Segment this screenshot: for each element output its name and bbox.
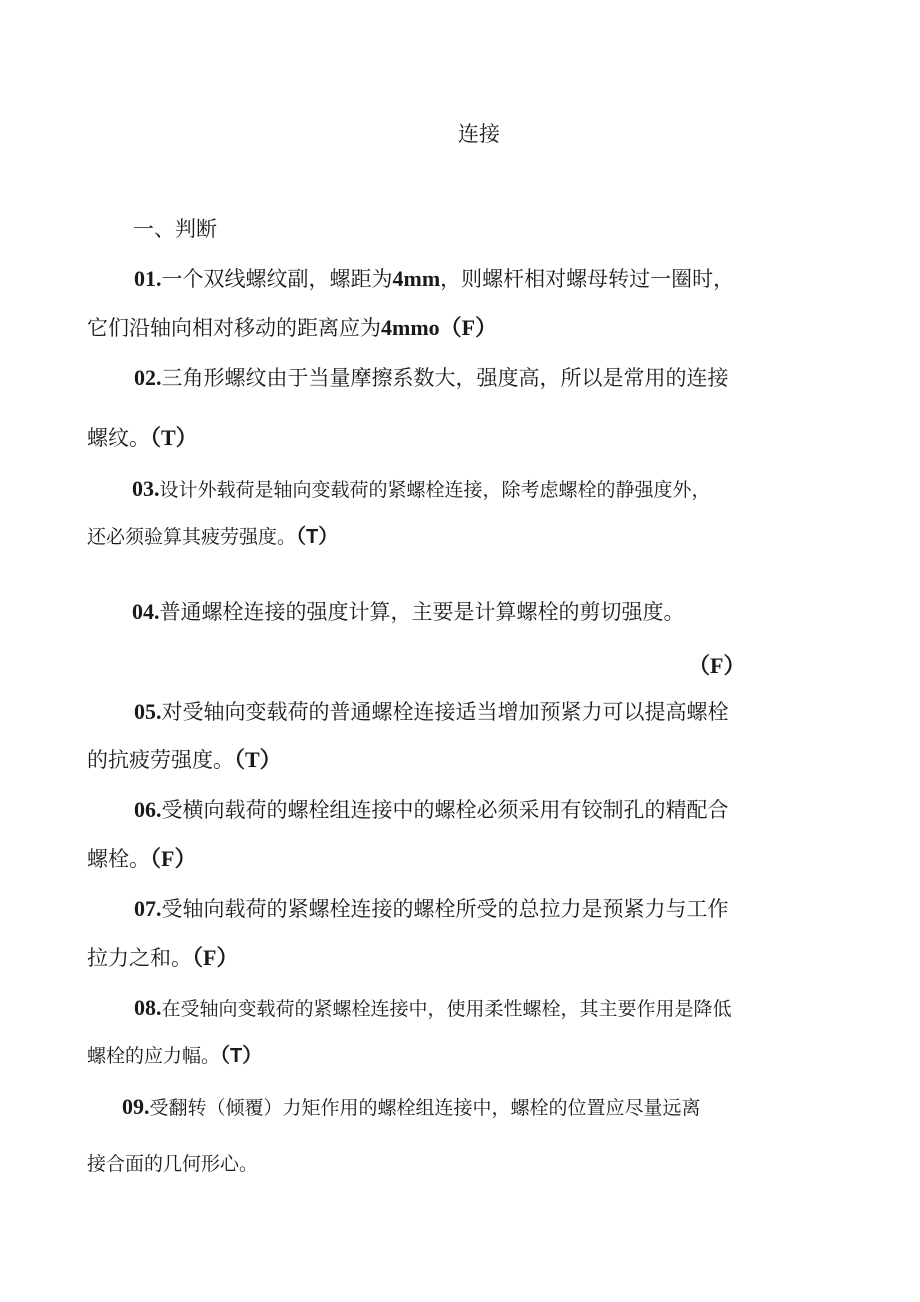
question-04-line-1: 04.普通螺栓连接的强度计算，主要是计算螺栓的剪切强度。 [132,599,685,624]
answer-label: （T） [296,526,339,548]
section-heading: 一、判断 [133,217,217,241]
answer-label: （F） [192,945,239,970]
question-number: 01. [134,266,162,291]
question-number: 08. [134,995,162,1020]
question-06-line-2: 螺栓。（F） [87,846,197,871]
question-09-line-1: 09.受翻转（倾覆）力矩作用的螺栓组连接中，螺栓的位置应尽量远离 [122,1094,701,1119]
question-08-line-1: 08.在受轴向变载荷的紧螺栓连接中，使用柔性螺栓，其主要作用是降低 [134,995,732,1020]
question-number: 05. [134,699,162,724]
answer-label: （F） [439,315,498,340]
question-06-line-1: 06.受横向载荷的螺栓组连接中的螺栓必须采用有铰制孔的精配合 [134,797,729,822]
question-02-line-1: 02.三角形螺纹由于当量摩擦系数大，强度高，所以是常用的连接 [134,365,729,390]
question-number: 07. [134,896,162,921]
answer-label: （T） [150,425,198,450]
answer-label: （F） [150,846,197,871]
question-03-line-1: 03.设计外载荷是轴向变载荷的紧螺栓连接，除考虑螺栓的静强度外， [132,476,711,501]
answer-label: （T） [234,747,282,772]
question-05-line-2: 的抗疲劳强度。（T） [87,747,282,772]
question-01-line-1: 01.一个双线螺纹副，螺距为4mm，则螺杆相对螺母转过一圈时， [134,266,735,291]
question-08-line-2: 螺栓的应力幅。（T） [87,1045,263,1067]
question-04-answer [688,655,745,677]
question-number: 02. [134,365,162,390]
question-number: 06. [134,797,162,822]
page-title: 连接 [458,122,500,146]
question-07-line-1: 07.受轴向载荷的紧螺栓连接的螺栓所受的总拉力是预紧力与工作 [134,896,729,921]
question-01-line-2: 它们沿轴向相对移动的距离应为4mmo（F） [87,315,498,340]
question-02-line-2: 螺纹。（T） [87,425,198,450]
question-number: 09. [122,1094,150,1119]
question-number: 03. [132,476,160,501]
question-03-line-2: 还必须验算其疲劳强度。（T） [87,526,339,548]
answer-label: （F） [688,653,746,678]
question-05-line-1: 05.对受轴向变载荷的普通螺栓连接适当增加预紧力可以提高螺栓 [134,699,729,724]
question-09-line-2: 接合面的几何形心。 [87,1153,259,1175]
question-07-line-2: 拉力之和。（F） [87,945,239,970]
question-number: 04. [132,599,160,624]
answer-label: （T） [220,1045,263,1067]
